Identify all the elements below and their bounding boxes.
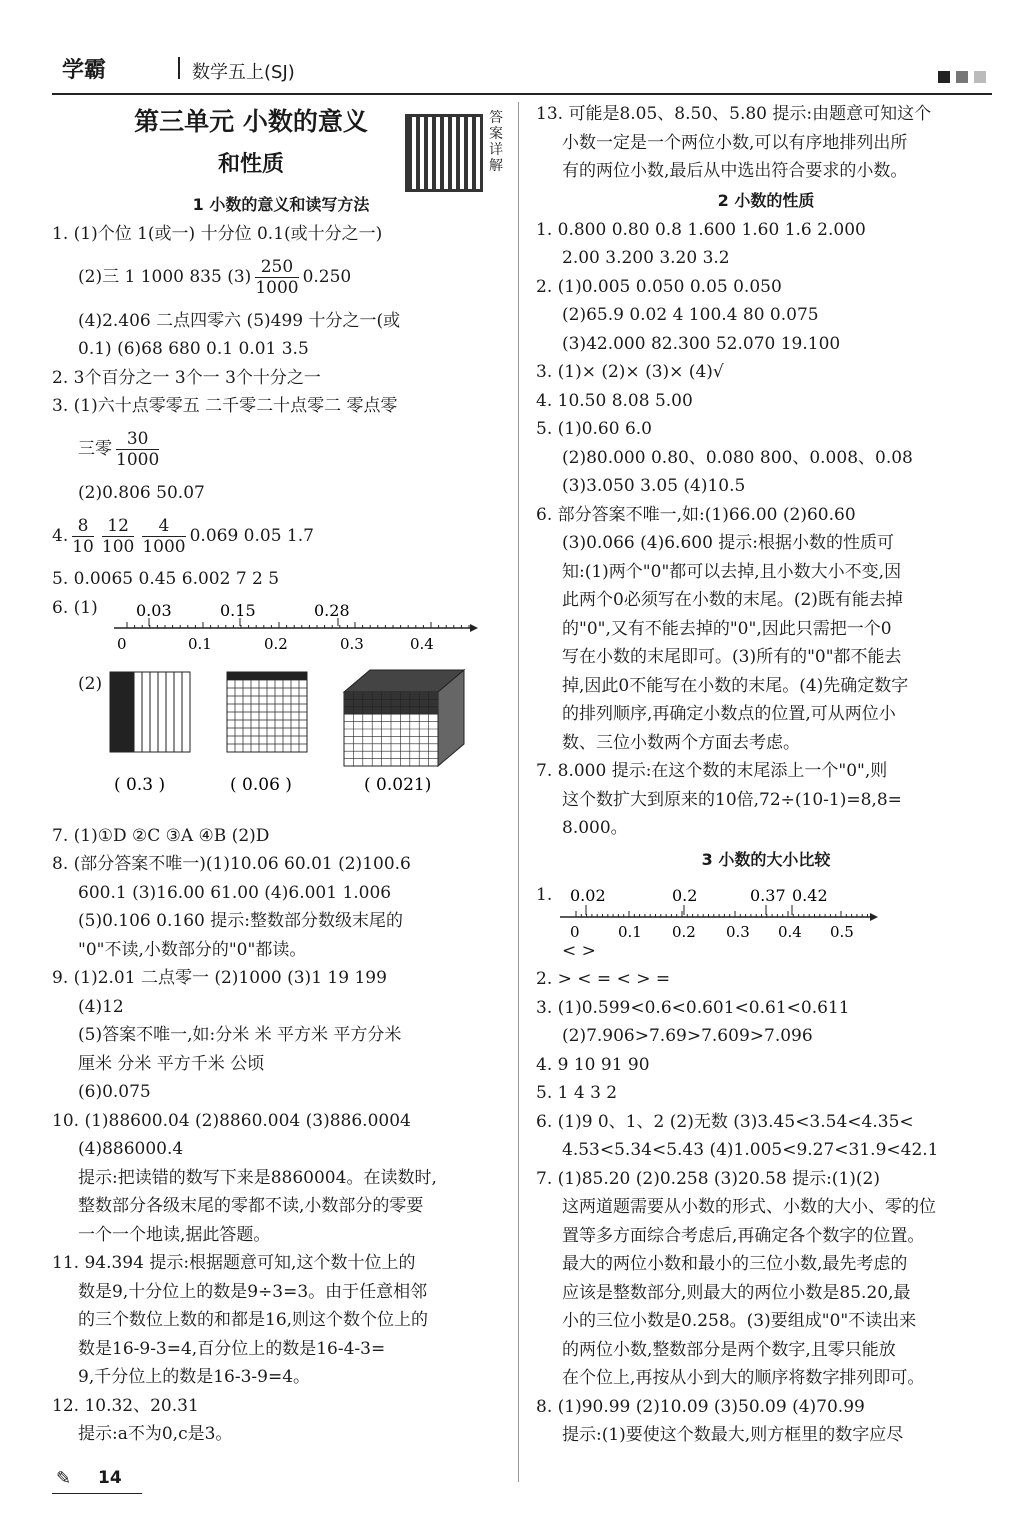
answer-text: 三零 [78,439,112,460]
tenths-shaded [110,672,134,752]
tick-label: 0.1 [188,634,212,652]
answer-line: 2. (1)0.005 0.050 0.05 0.050 [536,276,782,297]
answer-line: (2)80.000 0.80、0.080 800、0.008、0.08 [562,447,913,468]
answer-text: 0.250 [302,267,352,288]
answer-line: (6)0.075 [78,1082,151,1102]
unit-heading-block [52,100,510,190]
answer-line: 9. (1)2.01 二点零一 (2)1000 (3)1 19 199 [52,968,387,988]
q6-label: 6. (1) [52,597,98,618]
square-dark [938,71,950,83]
answer-line: 1. 0.800 0.80 0.8 1.600 1.60 1.6 2.000 [536,219,866,240]
answer-line: 5. 1 4 3 2 [536,1083,618,1103]
answer-line: (4)886000.4 [78,1139,184,1159]
caption: ( 0.3 ) [114,774,166,795]
answer-line: 6. (1)9 0、1、2 (2)无数 (3)3.45<3.54<4.35< [536,1111,914,1132]
axis-arrow [470,624,478,632]
answer-line: "0"不读,小数部分的"0"都读。 [78,939,307,960]
tick-label: 0.3 [340,634,364,652]
right-column [536,100,996,1450]
answer-line: (3)0.066 (4)6.600 提示:根据小数的性质可 [562,533,895,553]
answer-line: 9,千分位上的数是16-3-9=4。 [78,1367,311,1387]
answer-line: 13. 可能是8.05、8.50、5.80 提示:由题意可知这个 [536,104,932,124]
answer-line: 600.1 (3)16.00 61.00 (4)6.001 1.006 [78,882,392,903]
answer-line: 10. (1)88600.04 (2)8860.004 (3)886.0004 [52,1110,411,1131]
answer-line: 提示:(1)要使这个数最大,则方框里的数字应尽 [562,1425,904,1445]
answer-line: 1. (1)个位 1(或一) 十分位 0.1(或十分之一) [52,224,383,244]
header-squares [938,71,986,83]
q6-number-line-block [52,594,510,652]
answer-line: 3. (1)0.599<0.6<0.601<0.61<0.611 [536,997,850,1018]
answer-line: 最大的两位小数和最小的三位小数,最先考虑的 [562,1254,908,1274]
section-title: 1 小数的意义和读写方法 [192,195,370,214]
answer-line [52,249,510,307]
answer-line: 应该是整数部分,则最大的两位小数是85.20,最 [562,1282,911,1303]
answer-line: 提示:把读错的数写下来是8860004。在读数时, [78,1167,437,1188]
qr-caption: 答案详解 [489,110,503,174]
answer-line: 4. 9 10 91 90 [536,1054,650,1075]
answer-line: 3. (1)× (2)× (3)× (4)√ [536,362,724,382]
answer-line: 有的两位小数,最后从中选出符合要求的小数。 [562,161,908,181]
q6-pictures [52,652,510,822]
answer-line: 数、三位小数两个方面去考虑。 [562,732,800,753]
section-title: 2 小数的性质 [717,190,815,210]
answer-line: (2)65.9 0.02 4 100.4 80 0.075 [562,305,819,325]
answer-line: 4.53<5.34<5.43 (4)1.005<9.27<31.9<42.1 [562,1140,939,1160]
answer-line: (5)答案不唯一,如:分米 米 平方米 平方分米 [78,1025,402,1045]
tick-label: 0.3 [726,922,750,937]
answer-line: 5. 0.0065 0.45 6.002 7 2 5 [52,569,280,589]
decimal-models [52,652,492,822]
answer-line: (4)2.406 二点四零六 (5)499 十分之一(或 [78,310,401,331]
answer-line: 7. (1)85.20 (2)0.258 (3)20.58 提示:(1)(2) [536,1168,880,1189]
mark-label: 0.02 [570,885,606,905]
answer-line: 2. > < = < > = [536,969,671,989]
answer-line: 知:(1)两个"0"都可以去掉,且小数大小不变,因 [562,561,902,582]
answer-line [52,421,510,479]
answer-line: 数是16-9-3=4,百分位上的数是16-4-3= [78,1338,386,1359]
answer-line: 数是9,十分位上的数是9÷3=3。由于任意相邻 [78,1281,428,1302]
answer-line: 一个一个地读,据此答题。 [78,1224,271,1245]
answer-line: 12. 10.32、20.31 [52,1395,199,1416]
answer-line: 8. (1)90.99 (2)10.09 (3)50.09 (4)70.99 [536,1396,865,1417]
left-column [52,100,510,1449]
tick-label: 0.4 [410,634,434,652]
mark-label: 0.15 [220,600,256,620]
answer-text: (2)三 1 1000 835 (3) [78,267,252,288]
answer-line: 4. 10.50 8.08 5.00 [536,390,693,411]
answer-line: 厘米 分米 平方千米 公顷 [78,1053,265,1074]
answer-line: 2. 3个百分之一 3个一 3个十分之一 [52,367,321,388]
answer-line: 整数部分各级末尾的零都不读,小数部分的零要 [78,1196,424,1216]
answer-text: 4. [52,525,69,546]
header-separator [178,57,180,79]
answer-line: 这两道题需要从小数的形式、小数的大小、零的位 [562,1197,936,1217]
qr-code[interactable] [405,114,483,192]
axis-arrow [870,913,878,921]
answer-line: 提示:a不为0,c是3。 [78,1424,233,1444]
answer-line: 写在小数的末尾即可。(3)所有的"0"都不能去 [562,647,902,667]
mark-label: 0.28 [314,600,350,620]
column-divider [518,102,519,1482]
fraction: $\frac{30}{1000}$ [116,429,160,470]
unit-title: 第三单元 小数的意义 [134,107,368,136]
answer-line: 0.1) (6)68 680 0.1 0.01 3.5 [78,339,309,359]
q6-2-label: (2) [78,673,103,694]
caption: ( 0.021) [364,774,432,795]
square-mid [956,71,968,83]
answer-line: 置等多方面综合考虑后,再确定各个数字的位置。 [562,1225,925,1246]
answer-line: 小的三位小数是0.258。(3)要组成"0"不读出来 [562,1311,917,1331]
tick-label: 0.4 [778,922,802,937]
answer-line: (3)42.000 82.300 52.070 19.100 [562,333,841,354]
number-line-diagram [52,594,492,652]
tick-label: 0.1 [618,922,642,937]
answer-line: 6. 部分答案不唯一,如:(1)66.00 (2)60.60 [536,504,856,525]
page-footer [52,1468,142,1494]
pencil-icon: ✎ [56,1468,72,1489]
answer-line: 8.000。 [562,818,628,838]
brand-logo: 学霸 [62,58,107,83]
book-title: 数学五上(SJ) [192,62,295,83]
tick-label: 0.2 [672,922,696,937]
answer-line: 的"0",又有不能去掉的"0",因此只需把一个0 [562,618,892,639]
section-title: 3 小数的大小比较 [701,849,831,869]
mark-label: 0.37 [750,885,786,905]
answer-line [52,507,510,565]
answer-line: (2)7.906>7.69>7.609>7.096 [562,1026,813,1046]
answer-line: 在个位上,再按从小到大的顺序将数字排列即可。 [562,1368,925,1388]
tick-label: 0 [570,922,580,937]
fraction: $\frac{12}{100}$ [101,515,135,557]
page-number: 14 [98,1468,122,1488]
page-header [52,45,992,95]
answer-line: (2)0.806 50.07 [78,482,205,503]
answer-line: 的两位小数,整数部分是两个数字,且零只能放 [562,1339,896,1360]
answer-line: < > [562,940,596,961]
tick-label: 0.5 [830,922,854,937]
answer-line: (5)0.106 0.160 提示:整数部分数级末尾的 [78,911,403,931]
answer-line: 这个数扩大到原来的10倍,72÷(10-1)=8,8= [562,789,902,810]
fraction: $\frac{4}{1000}$ [142,515,186,557]
tick-label: 0.2 [264,634,288,652]
mark-label: 0.42 [792,885,828,905]
s1-number-line-block [536,877,996,937]
fraction: $\frac{250}{1000}$ [255,257,299,298]
answer-line: 掉,因此0不能写在小数的末尾。(4)先确定数字 [562,675,909,696]
tick-label: 0 [117,634,127,652]
mark-label: 0.03 [136,600,172,620]
answer-line: 8. (部分答案不唯一)(1)10.06 60.01 (2)100.6 [52,854,411,874]
answer-text: 0.069 0.05 1.7 [189,525,314,546]
answer-line: 的排列顺序,再确定小数点的位置,可从两位小 [562,704,896,724]
number-line-diagram-2 [536,877,996,937]
answer-line: 3. (1)六十点零零五 二千零二十点零二 零点零 [52,396,398,416]
square-light [974,71,986,83]
s1-label: 1. [536,884,553,905]
caption: ( 0.06 ) [230,774,292,795]
fraction: $\frac{8}{10}$ [72,515,94,557]
answer-line: (4)12 [78,996,124,1017]
answer-line: 的三个数位上数的和都是16,则这个数个位上的 [78,1310,429,1330]
answer-line: (3)3.050 3.05 (4)10.5 [562,476,746,496]
mark-label: 0.2 [672,885,698,905]
answer-line: 2.00 3.200 3.20 3.2 [562,248,730,268]
answer-line: 此两个0必须写在小数的末尾。(2)既有能去掉 [562,590,903,610]
answer-line: 7. (1)①D ②C ③A ④B (2)D [52,825,270,846]
answer-line: 小数一定是一个两位小数,可以有序地排列出所 [562,132,908,153]
answer-line: 5. (1)0.60 6.0 [536,419,652,439]
unit-subtitle: 和性质 [217,152,284,177]
answer-line: 11. 94.394 提示:根据题意可知,这个数十位上的 [52,1253,416,1273]
answer-line: 7. 8.000 提示:在这个数的末尾添上一个"0",则 [536,761,888,781]
